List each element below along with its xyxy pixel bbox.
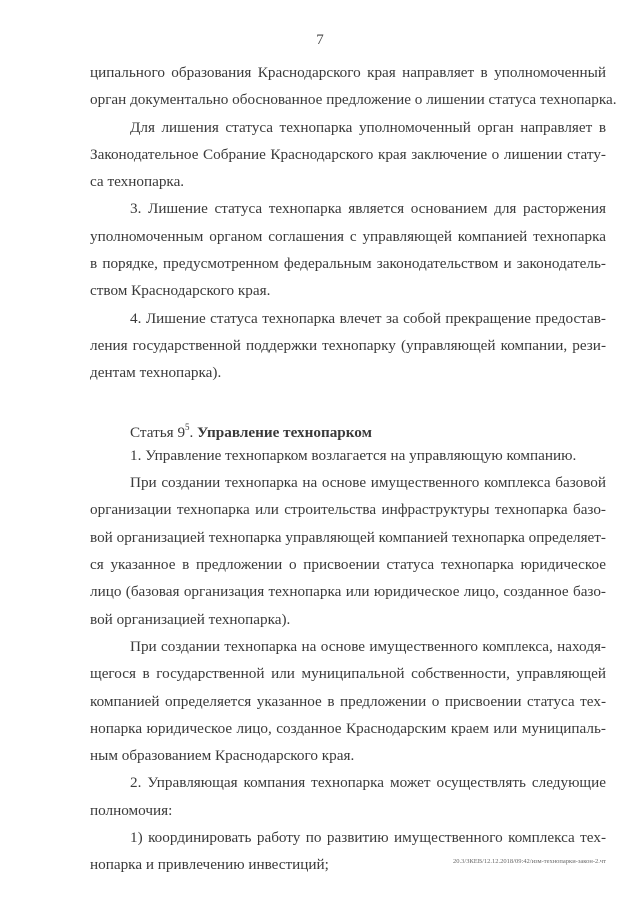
text-line: Для лишения статуса технопарка уполномоченный орган направляет в — [130, 118, 606, 136]
article-superscript: 5 — [185, 421, 190, 432]
paragraph — [90, 114, 606, 196]
text-line: в порядке, предусмотренном федеральным законодательством и законодатель- — [90, 255, 606, 273]
paragraph — [90, 305, 606, 387]
paragraph — [90, 769, 606, 824]
text-line: организации технопарка или строительства инфраструктуры технопарка базо- — [90, 501, 606, 519]
section-gap — [90, 387, 606, 415]
text-line: нопарка и привлечению инвестиций; — [90, 856, 329, 874]
text-line: 1) координировать работу по развитию имущественного комплекса тех- — [130, 829, 606, 847]
text-line: ления государственной поддержки технопарку (управляющей компании, рези- — [90, 336, 606, 354]
text-line: ципального образования Краснодарского края направляет в уполномоченный — [90, 64, 606, 81]
text-line: При создании технопарка на основе имущественного комплекса, находя- — [130, 637, 606, 655]
text-line: полномочия: — [90, 801, 173, 819]
text-line: ным образованием Краснодарского края. — [90, 747, 355, 765]
article-prefix: Статья 9 — [130, 423, 186, 441]
text-line: Законодательное Собрание Краснодарского края заключение о лишении стату- — [90, 145, 606, 163]
paragraph — [90, 469, 606, 633]
document-footer: 20.3/ЗКЕВ/12.12.2018/09:42/изм-технопарки-закон-2.чт — [453, 858, 606, 865]
article-title: Управление технопарком — [197, 423, 372, 441]
text-line: 2. Управляющая компания технопарка может осуществлять следующие — [130, 774, 606, 792]
text-line: 3. Лишение статуса технопарка является основанием для расторжения — [130, 200, 606, 218]
document-body — [90, 59, 617, 879]
text-line: вой организацией технопарка управляющей компанией технопарка определяет- — [90, 528, 606, 546]
paragraph — [90, 442, 606, 469]
text-line: уполномоченным органом соглашения с управляющей компанией технопарка — [90, 227, 606, 245]
text-line: 1. Управление технопарком возлагается на управляющую компанию. — [130, 446, 577, 464]
page-number: 7 — [316, 32, 324, 48]
paragraph — [90, 59, 617, 114]
text-line: ством Краснодарского края. — [90, 282, 271, 300]
text-line: При создании технопарка на основе имущественного комплекса базовой — [130, 474, 606, 492]
text-line: дентам технопарка). — [90, 364, 222, 382]
text-line: вой организацией технопарка). — [90, 610, 291, 628]
text-line: нопарка юридическое лицо, созданное Краснодарским краем или муниципаль- — [90, 719, 606, 737]
paragraphs-top — [90, 59, 617, 387]
text-line: лицо (базовая организация технопарка или юридическое лицо, созданное базо- — [90, 583, 606, 601]
text-line: щегося в государственной или муниципальной собственности, управляющей — [90, 665, 606, 683]
text-line: 4. Лишение статуса технопарка влечет за собой прекращение предостав- — [130, 309, 606, 327]
paragraph — [90, 633, 606, 769]
paragraph — [90, 195, 606, 304]
text-line: ся указанное в предложении о присвоении статуса технопарка юридическое — [90, 556, 606, 574]
paragraphs-bottom — [90, 442, 606, 879]
text-line: са технопарка. — [90, 173, 185, 191]
text-line: орган документально обоснованное предложение о лишении статуса технопарка. — [90, 91, 617, 109]
article-heading — [90, 415, 606, 442]
paragraph — [90, 824, 606, 879]
article-dot: . — [189, 423, 194, 441]
text-line: компанией определяется указанное в предложении о присвоении статуса тех- — [90, 692, 606, 710]
